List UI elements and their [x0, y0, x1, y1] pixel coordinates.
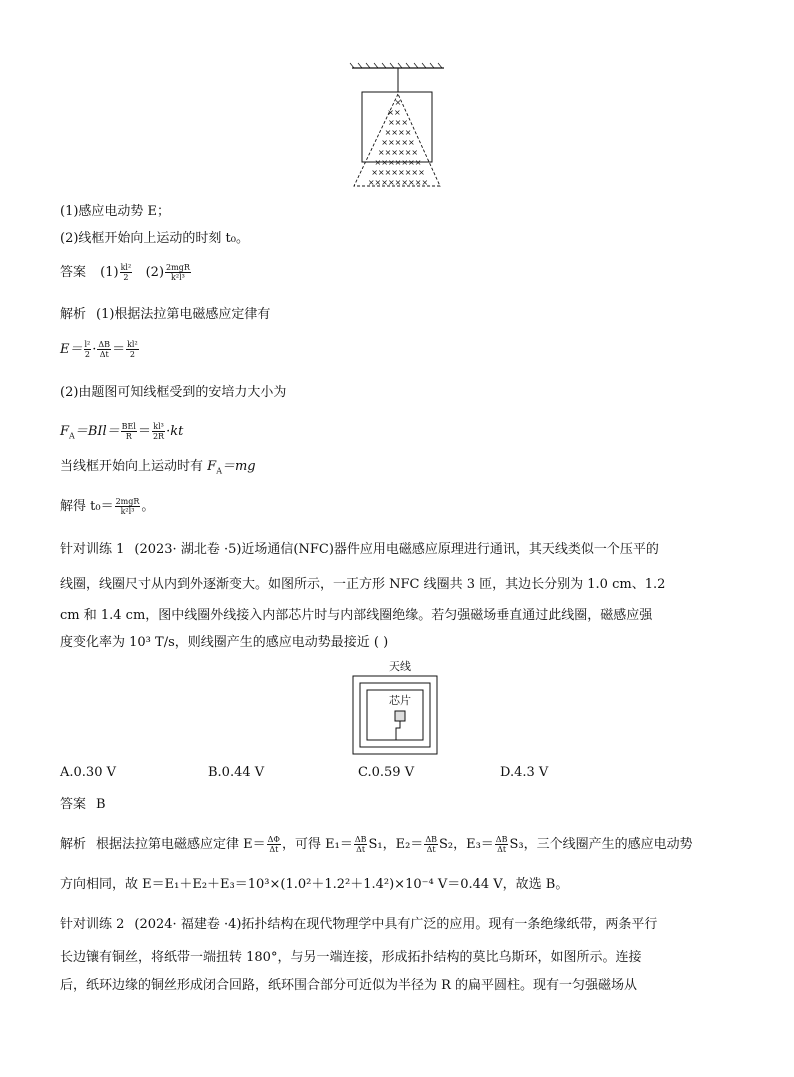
svg-text:×××××: ×××××	[381, 138, 415, 147]
svg-text:××××: ××××	[384, 128, 412, 137]
equation-1: E＝ $\frac{\text{l²}}{2}$ · $\frac{\Delta B}{\Delta t}$ ＝ $\frac{\text{kl²}}{2}$	[60, 340, 138, 359]
training-1-label: 针对训练 1	[60, 542, 125, 557]
training-2-line-3: 后，纸环边缘的铜丝形成闭合回路，纸环围合部分可近似为半径为 R 的扁平圆柱。现有一匀强磁场从	[60, 978, 638, 993]
training-1-line-3: cm 和 1.4 cm，图中线圈外线接入内部芯片时与内部线圈绝缘。若匀强磁场垂直通过此线圈，磁感应强	[60, 608, 653, 623]
svg-text:××××××××: ××××××××	[371, 168, 425, 177]
question-1: (1)感应电动势 E；	[60, 204, 171, 219]
analysis-line-2: (2)由题图可知线框受到的安培力大小为	[60, 385, 287, 400]
question-2: (2)线框开始向上运动的时刻 t₀。	[60, 231, 249, 246]
svg-text:××: ××	[387, 108, 401, 117]
training-2-line-1: 针对训练 2 (2024· 福建卷 ·4)拓扑结构在现代物理学中具有广泛的应用。现有一条绝缘纸带，两条平行	[60, 915, 657, 935]
choice-a[interactable]: A.0.30 V	[60, 765, 116, 780]
svg-text:××××××: ××××××	[377, 148, 419, 157]
antenna-label: 天线	[389, 660, 411, 673]
figure-hanging-frame	[340, 60, 460, 192]
analysis-label: 解析	[60, 307, 87, 322]
svg-text:×××××××: ×××××××	[374, 158, 422, 167]
chip-label: 芯片	[389, 694, 411, 707]
analysis-2-line-2: 方向相同，故 E＝E₁＋E₂＋E₃＝10³×(1.0²＋1.2²＋1.4²)×10⁻⁴ V＝0.44 V，故选 B。	[60, 877, 569, 892]
equation-2: $F_A=BIl=$ $\frac{\text{BEl}}{R}$ ＝ $\frac{\text{kl³}}{2R}$ ·kt	[60, 422, 184, 441]
svg-text:×××: ×××	[387, 118, 409, 127]
training-2-label: 针对训练 2	[60, 917, 125, 932]
solution-line: 解得 t₀＝ $\frac{\text{2mgR}}{\text{k²l³}}$ 。	[60, 497, 155, 516]
analysis-2-line-1: 解析 根据法拉第电磁感应定律 E＝ $\frac{\Delta\Phi}{\Delta t}$ ，可得 E₁＝ $\frac{\Delta B}{\Delta t}$ S₁，E₂＝ $\frac{\Delta B}{\Delta t}$ S₂，E₃＝ $\frac{\Delta B}{\Delta t}$ S₃，三个线圈产生的感应电动势	[60, 835, 693, 854]
answer-label: 答案	[60, 265, 87, 280]
training-1-line-2: 线圈，线圈尺寸从内到外逐渐变大。如图所示，一正方形 NFC 线圈共 3 匝，其边长分别为 1.0 cm、1.2	[60, 577, 666, 592]
training-1-line-1: 针对训练 1 (2023· 湖北卷 ·5)近场通信(NFC)器件应用电磁感应原理进行通讯，其天线类似一个压平的	[60, 540, 659, 560]
answer-2-line: 答案 B	[60, 797, 106, 812]
choice-b[interactable]: B.0.44 V	[208, 765, 265, 780]
choice-c[interactable]: C.0.59 V	[358, 765, 415, 780]
answer-line: 答案 (1) $\frac{\text{kl²}}{2}$ (2) $\frac{\text{2mgR}}{\text{k²l³}}$	[60, 263, 190, 282]
training-1-line-4: 度变化率为 10³ T/s，则线圈产生的感应电动势最接近 ( )	[60, 635, 389, 650]
analysis-line-1: 解析 (1)根据法拉第电磁感应定律有	[60, 305, 270, 325]
svg-text:×××××××××: ×××××××××	[367, 178, 429, 187]
training-2-line-2: 长边镶有铜丝，将纸带一端扭转 180°，与另一端连接，形成拓扑结构的莫比乌斯环，如图所示。连接	[60, 950, 642, 965]
choice-d[interactable]: D.4.3 V	[500, 765, 549, 780]
figure-nfc-coil	[350, 658, 440, 758]
analysis-line-3: 当线框开始向上运动时有 $F_A=mg$	[60, 459, 256, 476]
svg-text:×: ×	[394, 98, 402, 107]
